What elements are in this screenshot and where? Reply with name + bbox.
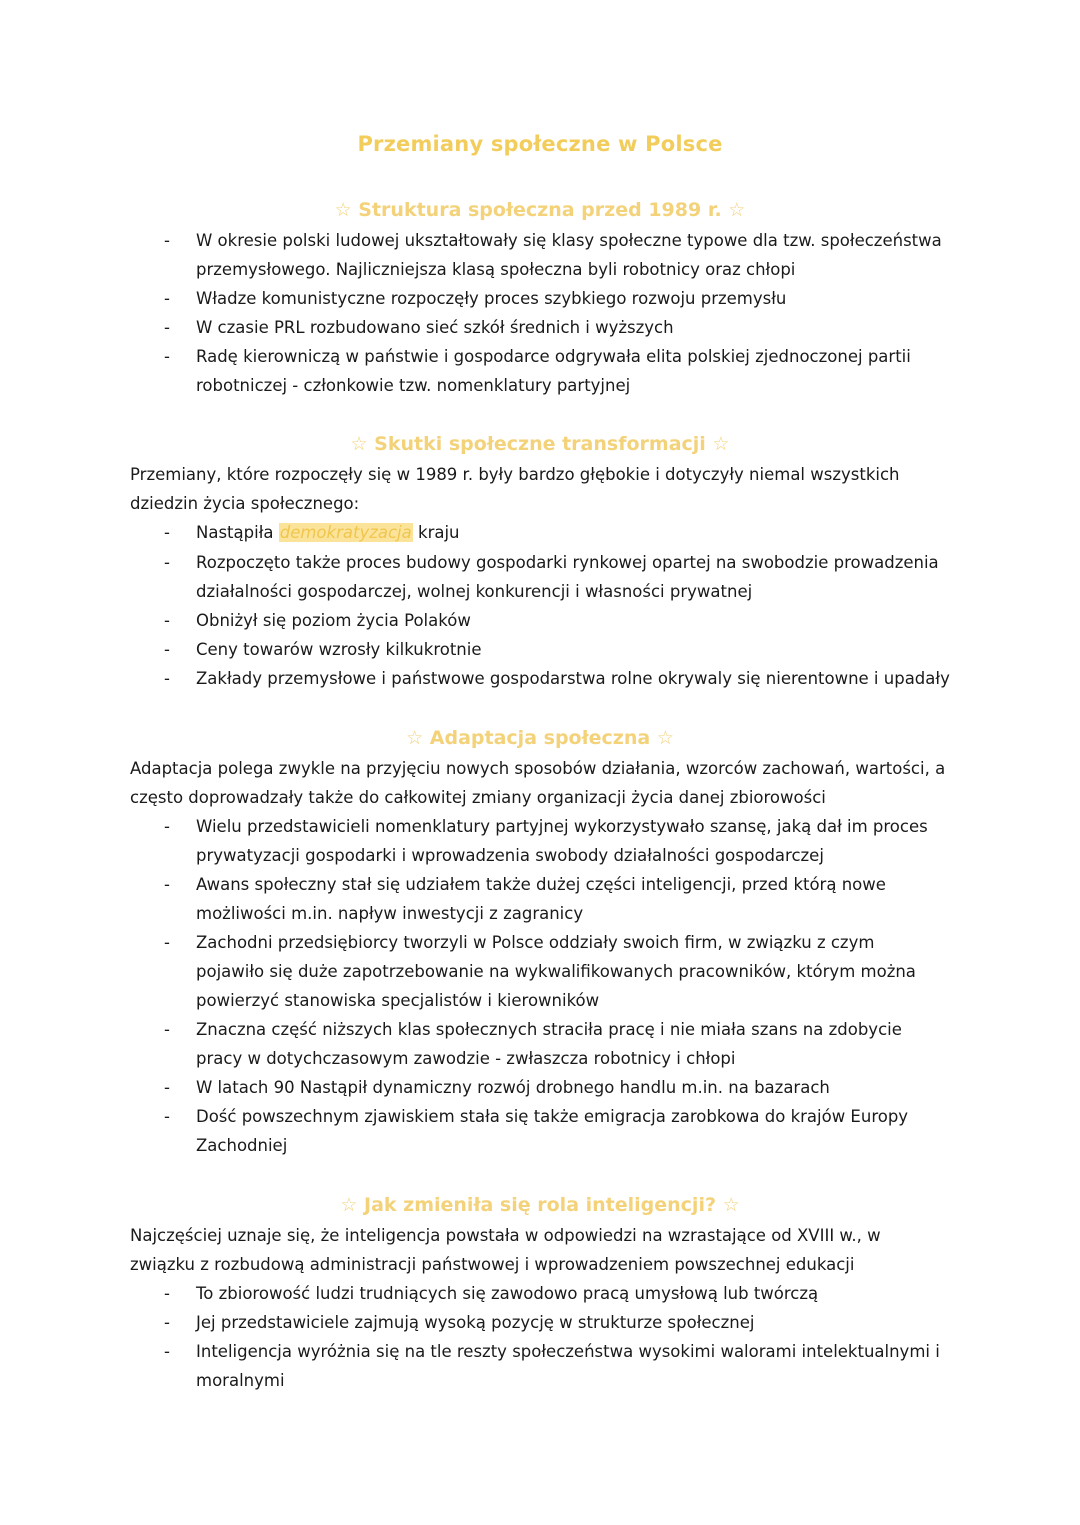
list-item: To zbiorowość ludzi trudniących się zawodowo pracą umysłową lub twórczą <box>196 1284 819 1303</box>
list-item: Zakłady przemysłowe i państwowe gospodarstwa rolne okrywaly się nierentowne i upadały <box>196 669 950 688</box>
list-item: W okresie polski ludowej ukształtowały się klasy społeczne typowe dla tzw. społeczeństwa <box>196 231 942 250</box>
bullet-marker: - <box>164 1342 170 1361</box>
highlighted-word: demokratyzacja <box>279 523 412 542</box>
list-item: Władze komunistyczne rozpoczęły proces szybkiego rozwoju przemysłu <box>196 289 787 308</box>
list-item: Dość powszechnym zjawiskiem stała się także emigracja zarobkowa do krajów Europy <box>196 1107 909 1126</box>
list-item-highlighted <box>196 523 460 543</box>
list-item: Awans społeczny stał się udziałem także dużej części inteligencji, przed którą nowe <box>196 875 886 894</box>
text-after: kraju <box>412 523 460 542</box>
bullet-marker: - <box>164 1313 170 1332</box>
list-item-cont: powierzyć stanowiska specjalistów i kierowników <box>196 991 600 1010</box>
bullet-marker: - <box>164 1078 170 1097</box>
list-item-cont: pojawiło się duże zapotrzebowanie na wykwalifikowanych pracowników, którym można <box>196 962 916 981</box>
list-item: Inteligencja wyróżnia się na tle reszty społeczeństwa wysokimi walorami intelektualnymi i <box>196 1342 940 1361</box>
bullet-marker: - <box>164 669 170 688</box>
paragraph-line: związku z rozbudową administracji państwowej i wprowadzeniem powszechnej edukacji <box>130 1255 855 1274</box>
list-item: Radę kierowniczą w państwie i gospodarce odgrywała elita polskiej zjednoczonej partii <box>196 347 911 366</box>
list-item: Rozpoczęto także proces budowy gospodarki rynkowej opartej na swobodzie prowadzenia <box>196 553 939 572</box>
section-heading-transformation: ☆ Skutki społeczne transformacji ☆ <box>350 433 730 455</box>
bullet-marker: - <box>164 553 170 572</box>
bullet-marker: - <box>164 1020 170 1039</box>
paragraph-line: Przemiany, które rozpoczęły się w 1989 r. były bardzo głębokie i dotyczyły niemal wszystkich <box>130 465 900 484</box>
section-heading-adaptation: ☆ Adaptacja społeczna ☆ <box>406 727 674 749</box>
list-item: Wielu przedstawicieli nomenklatury partyjnej wykorzystywało szansę, jaką dał im proces <box>196 817 928 836</box>
list-item: Znaczna część niższych klas społecznych straciła pracę i nie miała szans na zdobycie <box>196 1020 902 1039</box>
paragraph-line: dziedzin życia społecznego: <box>130 494 360 513</box>
paragraph-line: często doprowadzały także do całkowitej zmiany organizacji życia danej zbiorowości <box>130 788 826 807</box>
section-heading-structure: ☆ Struktura społeczna przed 1989 r. ☆ <box>334 199 746 221</box>
list-item: Ceny towarów wzrosły kilkukrotnie <box>196 640 482 659</box>
list-item-cont: robotniczej - członkowie tzw. nomenklatury partyjnej <box>196 376 631 395</box>
list-item: Zachodni przedsiębiorcy tworzyli w Polsce oddziały swoich firm, w związku z czym <box>196 933 875 952</box>
bullet-marker: - <box>164 231 170 250</box>
list-item-cont: moralnymi <box>196 1371 285 1390</box>
list-item: W latach 90 Nastąpił dynamiczny rozwój drobnego handlu m.in. na bazarach <box>196 1078 830 1097</box>
bullet-marker: - <box>164 640 170 659</box>
list-item: Jej przedstawiciele zajmują wysoką pozycję w strukturze społecznej <box>196 1313 755 1332</box>
bullet-marker: - <box>164 289 170 308</box>
bullet-marker: - <box>164 1107 170 1126</box>
list-item-cont: działalności gospodarczej, wolnej konkurencji i własności prywatnej <box>196 582 753 601</box>
text-before: Nastąpiła <box>196 523 279 542</box>
bullet-marker: - <box>164 933 170 952</box>
list-item: Obniżył się poziom życia Polaków <box>196 611 471 630</box>
list-item-cont: pracy w dotychczasowym zawodzie - zwłaszcza robotnicy i chłopi <box>196 1049 736 1068</box>
bullet-marker: - <box>164 611 170 630</box>
bullet-marker: - <box>164 1284 170 1303</box>
list-item-cont: możliwości m.in. napływ inwestycji z zagranicy <box>196 904 584 923</box>
bullet-marker: - <box>164 817 170 836</box>
paragraph-line: Najczęściej uznaje się, że inteligencja powstała w odpowiedzi na wzrastające od XVIII w., w <box>130 1226 881 1245</box>
bullet-marker: - <box>164 875 170 894</box>
bullet-marker: - <box>164 523 170 542</box>
paragraph-line: Adaptacja polega zwykle na przyjęciu nowych sposobów działania, wzorców zachowań, wartości, a <box>130 759 946 778</box>
list-item-cont: prywatyzacji gospodarki i wprowadzenia swobody działalności gospodarczej <box>196 846 824 865</box>
bullet-marker: - <box>164 347 170 366</box>
list-item-cont: przemysłowego. Najliczniejsza klasą społeczna byli robotnicy oraz chłopi <box>196 260 796 279</box>
list-item-cont: Zachodniej <box>196 1136 288 1155</box>
page-title: Przemiany społeczne w Polsce <box>357 132 723 156</box>
list-item: W czasie PRL rozbudowano sieć szkół średnich i wyższych <box>196 318 674 337</box>
section-heading-intelligentsia: ☆ Jak zmieniła się rola inteligencji? ☆ <box>340 1194 740 1216</box>
bullet-marker: - <box>164 318 170 337</box>
